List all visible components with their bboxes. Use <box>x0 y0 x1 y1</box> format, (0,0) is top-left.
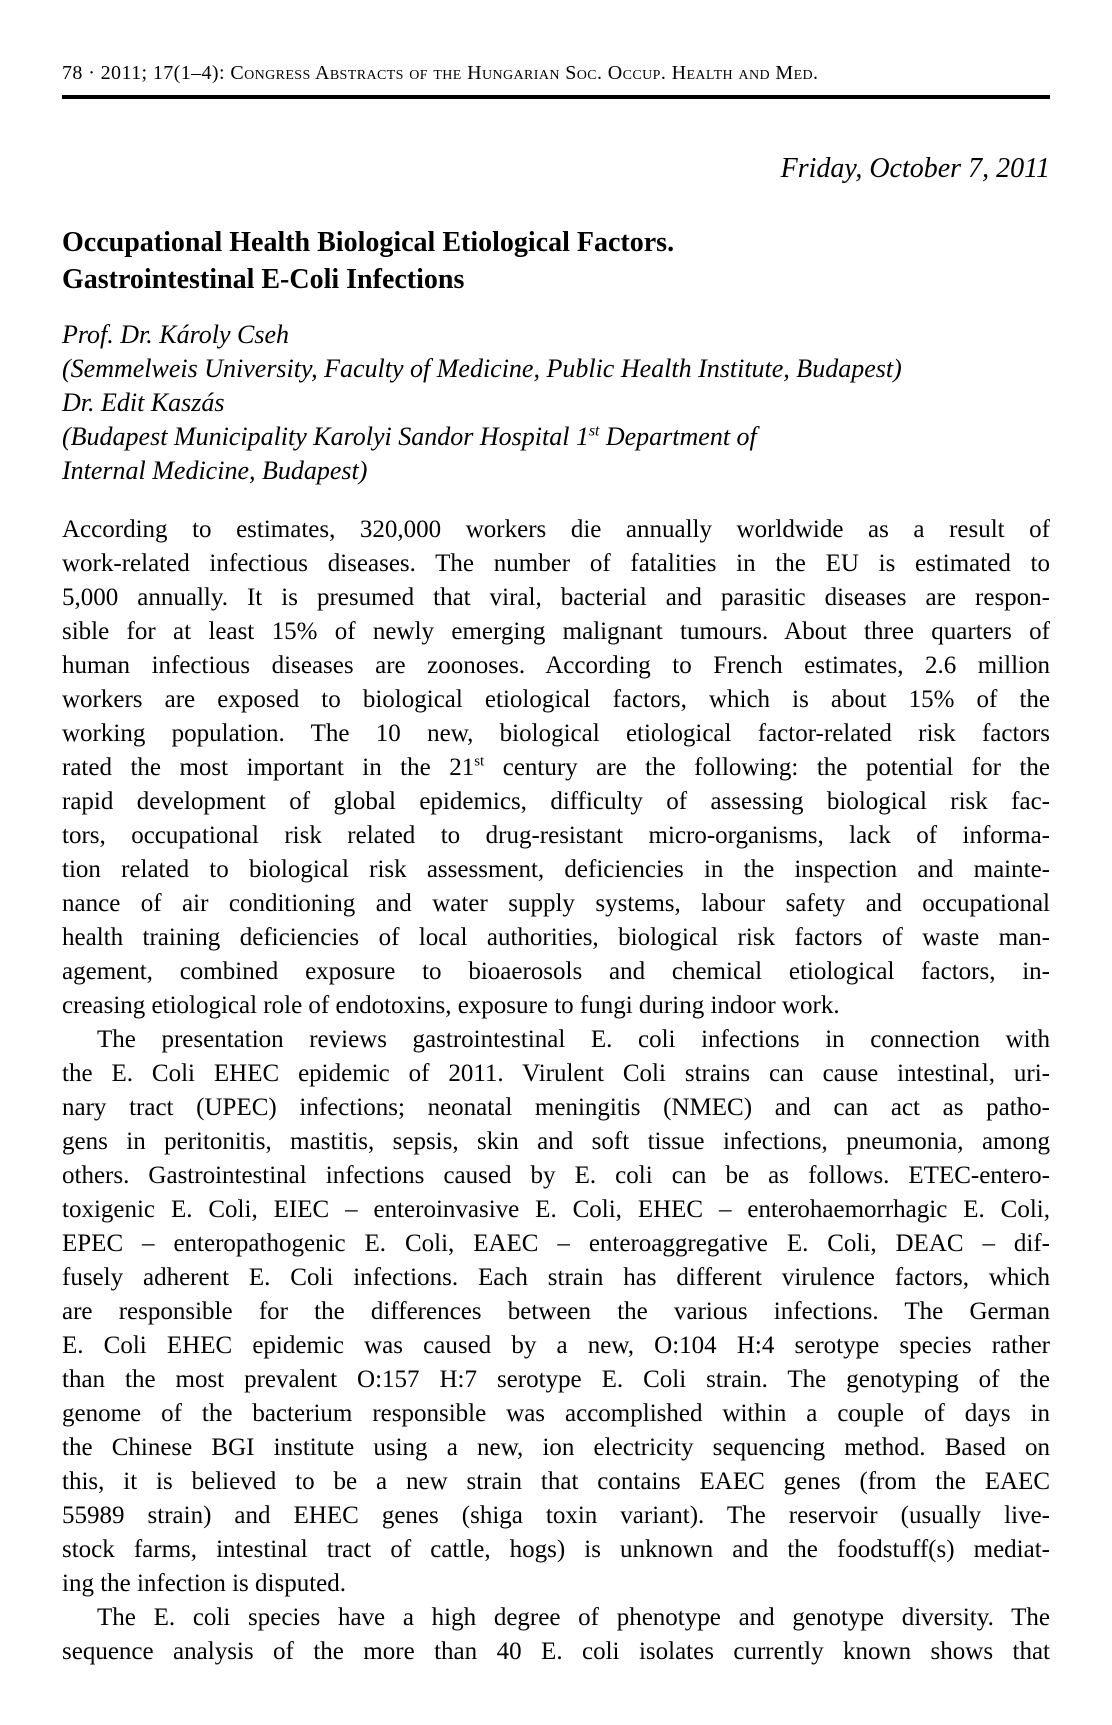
body-line <box>62 1397 1050 1431</box>
session-date: Friday, October 7, 2011 <box>780 153 1050 184</box>
body-line <box>62 1125 1050 1159</box>
superscript-text: st <box>474 753 485 770</box>
text-segment: rapid development of global epidemics, difficulty of assessing biological risk fac- <box>62 788 1050 815</box>
author-line <box>62 352 1050 386</box>
body-line <box>62 1159 1050 1193</box>
body-line <box>62 513 1050 547</box>
text-segment: 55989 strain) and EHEC genes (shiga toxin variant). The reservoir (usually live- <box>62 1502 1050 1529</box>
author-line <box>62 318 1050 352</box>
abstract-title-line-1: Occupational Health Biological Etiological Factors. <box>62 227 675 258</box>
text-segment: tion related to biological risk assessment, deficiencies in the inspection and mainte- <box>62 856 1050 883</box>
text-segment: human infectious diseases are zoonoses. According to French estimates, 2.6 million <box>62 652 1050 679</box>
text-segment: E. Coli EHEC epidemic was caused by a new, O:104 H:4 serotype species rather <box>62 1332 1050 1359</box>
body-paragraph <box>62 1601 1050 1669</box>
text-segment: According to estimates, 320,000 workers die annually worldwide as a result of <box>62 516 1050 543</box>
author-line <box>62 386 1050 420</box>
text-segment: than the most prevalent O:157 H:7 serotype E. Coli strain. The genotyping of the <box>62 1366 1050 1393</box>
body-line <box>62 989 1050 1023</box>
body-paragraph <box>62 1023 1050 1601</box>
abstract-title <box>62 224 1050 298</box>
author-block <box>62 318 1050 488</box>
body-line <box>62 1567 1050 1601</box>
text-segment: toxigenic E. Coli, EIEC – enteroinvasive E. Coli, EHEC – enterohaemorrhagic E. Coli, <box>62 1196 1050 1223</box>
text-segment: ing the infection is disputed. <box>62 1570 346 1597</box>
body-line <box>62 1635 1050 1669</box>
text-segment: EPEC – enteropathogenic E. Coli, EAEC – enteroaggregative E. Coli, DEAC – dif- <box>62 1230 1050 1257</box>
text-segment: others. Gastrointestinal infections caused by E. coli can be as follows. ETEC-entero- <box>62 1162 1050 1189</box>
body-line <box>62 1363 1050 1397</box>
text-segment: genome of the bacterium responsible was accomplished within a couple of days in <box>62 1400 1050 1427</box>
running-head: 78 · 2011; 17(1–4): Congress Abstracts of the Hungarian Soc. Occup. Health and Med. <box>62 62 819 84</box>
text-segment: The presentation reviews gastrointestinal E. coli infections in connection with <box>97 1026 1050 1053</box>
text-segment: nance of air conditioning and water supply systems, labour safety and occupational <box>62 890 1050 917</box>
author-line <box>62 454 1050 488</box>
body-line <box>62 1261 1050 1295</box>
body-line <box>62 1057 1050 1091</box>
body-line <box>62 547 1050 581</box>
text-segment: sequence analysis of the more than 40 E. coli isolates currently known shows that <box>62 1638 1050 1665</box>
superscript-text: st <box>588 422 600 440</box>
body-line <box>62 649 1050 683</box>
body-line <box>62 1329 1050 1363</box>
body-line <box>62 581 1050 615</box>
abstract-title-line-2: Gastrointestinal E-Coli Infections <box>62 264 465 295</box>
body-line <box>62 1023 1050 1057</box>
text-segment: working population. The 10 new, biological etiological factor-related risk factors <box>62 720 1050 747</box>
text-segment: nary tract (UPEC) infections; neonatal meningitis (NMEC) and can act as patho- <box>62 1094 1050 1121</box>
text-segment: (Budapest Municipality Karolyi Sandor Hospital 1 <box>62 422 589 451</box>
text-segment: this, it is believed to be a new strain that contains EAEC genes (from the EAEC <box>62 1468 1050 1495</box>
body-line <box>62 1091 1050 1125</box>
body-line <box>62 1601 1050 1635</box>
body-line <box>62 819 1050 853</box>
body-line <box>62 887 1050 921</box>
body-line <box>62 1465 1050 1499</box>
body-line <box>62 1431 1050 1465</box>
text-segment: fusely adherent E. Coli infections. Each strain has different virulence factors, which <box>62 1264 1050 1291</box>
text-segment: The E. coli species have a high degree of phenotype and genotype diversity. The <box>97 1604 1050 1631</box>
text-segment: the Chinese BGI institute using a new, ion electricity sequencing method. Based on <box>62 1434 1050 1461</box>
text-segment: gens in peritonitis, mastitis, sepsis, skin and soft tissue infections, pneumonia, among <box>62 1128 1050 1155</box>
text-segment: the E. Coli EHEC epidemic of 2011. Virulent Coli strains can cause intestinal, uri- <box>62 1060 1050 1087</box>
text-segment: agement, combined exposure to bioaerosols and chemical etiological factors, in- <box>62 958 1050 985</box>
abstract-body <box>62 513 1050 1669</box>
text-segment: Department of <box>599 422 757 451</box>
text-segment: (Semmelweis University, Faculty of Medicine, Public Health Institute, Budapest) <box>62 354 902 383</box>
text-segment: stock farms, intestinal tract of cattle, hogs) is unknown and the foodstuff(s) mediat- <box>62 1536 1050 1563</box>
body-line <box>62 1533 1050 1567</box>
text-segment: workers are exposed to biological etiological factors, which is about 15% of the <box>62 686 1050 713</box>
body-line <box>62 1295 1050 1329</box>
text-segment: are responsible for the differences between the various infections. The German <box>62 1298 1050 1325</box>
text-segment: creasing etiological role of endotoxins, exposure to fungi during indoor work. <box>62 992 840 1019</box>
body-line <box>62 683 1050 717</box>
text-segment: sible for at least 15% of newly emerging malignant tumours. About three quarters of <box>62 618 1050 645</box>
header-rule <box>62 95 1050 99</box>
body-line <box>62 785 1050 819</box>
text-segment: Dr. Edit Kaszás <box>62 388 225 417</box>
body-line <box>62 853 1050 887</box>
text-segment: 5,000 annually. It is presumed that viral, bacterial and parasitic diseases are respon- <box>62 584 1050 611</box>
body-line <box>62 1227 1050 1261</box>
body-line <box>62 921 1050 955</box>
text-segment: work-related infectious diseases. The number of fatalities in the EU is estimated to <box>62 550 1050 577</box>
text-segment: health training deficiencies of local authorities, biological risk factors of waste man- <box>62 924 1050 951</box>
body-line <box>62 1499 1050 1533</box>
body-line <box>62 615 1050 649</box>
body-paragraph <box>62 513 1050 1023</box>
text-segment: Internal Medicine, Budapest) <box>62 456 368 485</box>
text-segment: tors, occupational risk related to drug-resistant micro-organisms, lack of informa- <box>62 822 1050 849</box>
body-line <box>62 1193 1050 1227</box>
text-segment: century are the following: the potential for the <box>484 754 1050 781</box>
body-line <box>62 717 1050 751</box>
text-segment: rated the most important in the 21 <box>62 754 475 781</box>
body-line <box>62 955 1050 989</box>
text-segment: Prof. Dr. Károly Cseh <box>62 320 290 349</box>
body-line <box>62 751 1050 785</box>
author-line <box>62 420 1050 454</box>
